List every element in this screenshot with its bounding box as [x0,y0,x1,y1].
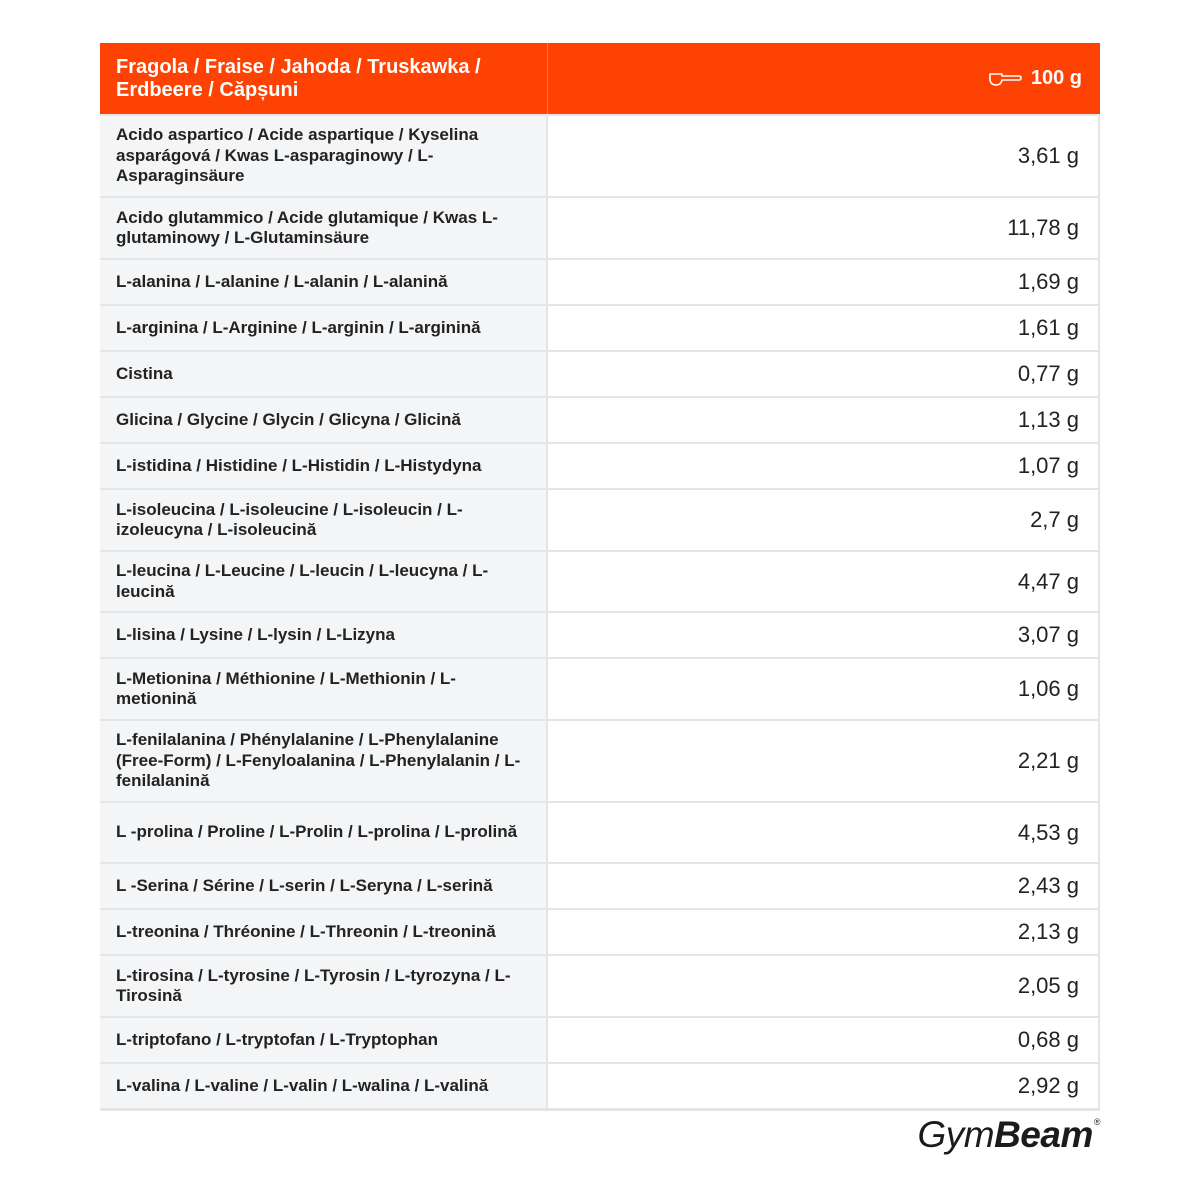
table-row [100,1062,1100,1108]
table-row [100,801,1100,862]
nutrient-name: L-triptofano / L-tryptofan / L-Tryptophan [100,1018,548,1062]
nutrient-value: 2,7 g [548,490,1100,550]
amino-acid-table [100,43,1100,1111]
nutrient-value: 2,13 g [548,910,1100,954]
nutrient-value: 1,69 g [548,260,1100,304]
logo-beam: Beam [994,1114,1093,1155]
nutrient-name: L-alanina / L-alanine / L-alanin / L-alanină [100,260,548,304]
nutrient-name: L-treonina / Thréonine / L-Threonin / L-treonină [100,910,548,954]
table-header [100,43,1100,114]
nutrient-value: 4,47 g [548,552,1100,611]
nutrient-name: L-arginina / L-Arginine / L-arginin / L-arginină [100,306,548,350]
nutrient-value: 1,13 g [548,398,1100,442]
nutrient-name: L-istidina / Histidine / L-Histidin / L-Histydyna [100,444,548,488]
nutrient-value: 0,77 g [548,352,1100,396]
table-row [100,350,1100,396]
table-row [100,719,1100,801]
header-amount-cell [548,43,1100,114]
nutrient-value: 0,68 g [548,1018,1100,1062]
nutrient-name: L -Serina / Sérine / L-serin / L-Seryna / L-serină [100,864,548,908]
nutrient-name: L-fenilalanina / Phénylalanine / L-Phenylalanine (Free-Form) / L-Fenyloalanina / L-Phenylalanin / L-fenilalanină [100,721,548,801]
nutrient-name: L-leucina / L-Leucine / L-leucin / L-leucyna / L-leucină [100,552,548,611]
table-row [100,954,1100,1016]
nutrient-value: 2,43 g [548,864,1100,908]
nutrient-name: L-lisina / Lysine / L-lysin / L-Lizyna [100,613,548,657]
nutrient-name: Cistina [100,352,548,396]
nutrient-name: Acido aspartico / Acide aspartique / Kyselina asparágová / Kwas L-asparaginowy / L-Asparaginsäure [100,116,548,196]
nutrient-value: 1,61 g [548,306,1100,350]
table-body [100,114,1100,1108]
registered-mark: ® [1093,1117,1100,1127]
nutrient-value: 11,78 g [548,198,1100,258]
nutrient-name: Glicina / Glycine / Glycin / Glicyna / Glicină [100,398,548,442]
table-row [100,862,1100,908]
table-row [100,442,1100,488]
table-row [100,488,1100,550]
nutrient-value: 2,92 g [548,1064,1100,1108]
table-row [100,1016,1100,1062]
nutrient-value: 2,21 g [548,721,1100,801]
table-row [100,258,1100,304]
nutrient-name: L-valina / L-valine / L-valin / L-walina / L-valină [100,1064,548,1108]
header-product-name: Fragola / Fraise / Jahoda / Truskawka / Erdbeere / Căpșuni [100,43,548,114]
scoop-icon [988,71,1022,87]
nutrient-name: L-Metionina / Méthionine / L-Methionin / L-metionină [100,659,548,719]
nutrient-value: 2,05 g [548,956,1100,1016]
table-row [100,908,1100,954]
table-row [100,304,1100,350]
gymbeam-logo [917,1114,1100,1156]
nutrient-value: 1,06 g [548,659,1100,719]
table-row [100,196,1100,258]
table-row [100,657,1100,719]
nutrient-name: Acido glutammico / Acide glutamique / Kwas L-glutaminowy / L-Glutaminsäure [100,198,548,258]
nutrient-value: 1,07 g [548,444,1100,488]
table-row [100,550,1100,611]
nutrient-name: L-isoleucina / L-isoleucine / L-isoleucin / L-izoleucyna / L-isoleucină [100,490,548,550]
logo-gym: Gym [917,1114,995,1155]
nutrient-name: L-tirosina / L-tyrosine / L-Tyrosin / L-tyrozyna / L-Tirosină [100,956,548,1016]
table-row [100,114,1100,196]
nutrient-value: 3,61 g [548,116,1100,196]
table-row [100,611,1100,657]
nutrient-value: 3,07 g [548,613,1100,657]
nutrient-value: 4,53 g [548,803,1100,862]
table-row [100,396,1100,442]
header-amount: 100 g [1030,67,1082,89]
nutrient-name: L -prolina / Proline / L-Prolin / L-prolina / L-prolină [100,803,548,862]
